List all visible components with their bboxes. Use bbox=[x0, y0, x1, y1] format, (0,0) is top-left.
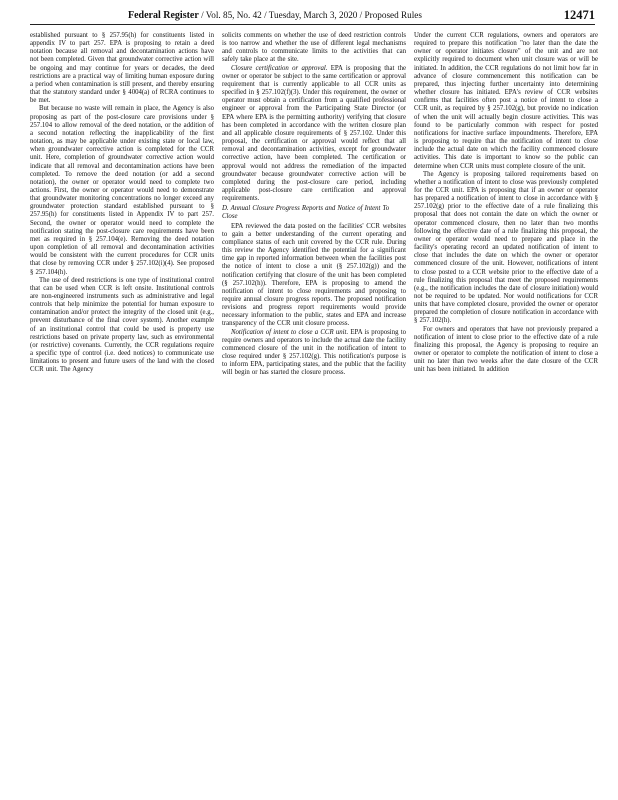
journal-name: Federal Register bbox=[128, 10, 199, 21]
column-1 bbox=[30, 32, 214, 375]
page-header bbox=[30, 8, 595, 24]
col3-paragraph-3: For owners and operators that have not previously prepared a notification of intent to close prior to the effective date of a rule finalizing this proposal, the Agency is proposing to require an owner or operator to complete the notification of intent to close a unit no later than two weeks after the date closure of the CCR unit has been initiated. In addition bbox=[414, 325, 598, 374]
col3-paragraph-2: The Agency is proposing tailored requirements based on whether a notification of intent to close was previously completed for the CCR unit. EPA is proposing that if an owner or operator has prepared a notification of intent to close in accordance with § 257.102(g) prior to the effective date of a rule finalizing this proposal that does not contain the date on which the owner or operator commenced closure, then no later than two months following the effective date of a rule finalizing this proposal, the owner or operator would need to prepare and place in the facility's operating record an updated notification of intent to close that includes the date on which the owner or operator commenced closure of the unit. However, notifications of intent to close posted to a CCR website prior to the effective date of a rule finalizing this proposal that meet the proposed requirements (e.g., the notification includes the date of closure initiation) would not be required to be updated. Nor would notifications for CCR units that have completed closure, provided the owner or operator prepared the completion of closure notification in accordance with § 257.102(h). bbox=[414, 170, 599, 325]
col2-paragraph-2 bbox=[222, 65, 406, 204]
col1-paragraph-3: The use of deed restrictions is one type of institutional control that can be used when CCR is left onsite. Institutional controls are non-engineered instruments such as administrative and legal controls that help minimize the potential for human exposure to contamination and/or protect the integrity of the closed unit (e.g., prevent disturbance of the final cover system). Another example of an institutional control that could be used is property use restrictions based on private property law, such as environmental (or restrictive) covenants. Currently, the CCR regulations require a specific type of control (i.e. deed notices) to communicate use limitations to present and future users of the land with the closed CCR unit. The Agency bbox=[30, 276, 214, 374]
column-2 bbox=[222, 32, 406, 378]
col1-paragraph-1: established pursuant to § 257.95(h) for constituents listed in appendix IV to part 257. EPA is proposing to retain a deed notation because all removal and decontamination actions have not been completed. Given that groundwater corrective action will be ongoing and may continue for years or decades, the deed restrictions are a practical way of limiting human exposure during a period when contamination is still present, and thereby ensuring that the statutory standard under § 4004(a) of RCRA continues to be met. bbox=[30, 32, 214, 105]
header-rule bbox=[30, 24, 595, 25]
col2-paragraph-3: EPA reviewed the data posted on the facilities' CCR websites to gain a better understanding of the current operating and compliance status of each unit covered by the CCR rule. During this review the Agency identified the potential for a significant time gap in reported information between when the facilities post the notice of intent to close a unit (§ 257.102(g)) and the notification certifying that closure of the unit has been completed (§ 257.102(h)). Therefore, EPA is proposing to amend the notification of intent to close requirements and proposing to require annual closure progress reports. The proposed notification revisions and progress report requirements would provide necessary information to the public, states and EPA and increase transparency of the CCR unit closure process. bbox=[222, 222, 406, 328]
col2-paragraph-2-text: EPA is proposing that the owner or operator be subject to the same certification or approval requirement that is currently applicable to all CCR units as specified in § 257.102(f)(3). Under this requirement, the owner or operator must obtain a certification from a qualified professional engineer or approval from the Participating State Director (or EPA where EPA is the permitting authority) verifying that closure has been completed in accordance with the written closure plan and all applicable closure requirements of § 257.102. Under this proposal, the certification or approval would reflect that all removal and decontamination activities, except for groundwater corrective action, have been completed. The certification or approval would not address the remediation of the impacted groundwater because groundwater corrective action will be completed during the post-closure care period, including applicable post-closure care certification and approval requirements. bbox=[222, 64, 406, 203]
col2-paragraph-4 bbox=[222, 329, 406, 378]
notification-intent-heading: Notification of intent to close a CCR unit. bbox=[231, 328, 349, 336]
closure-certification-heading: Closure certification or approval. bbox=[231, 64, 328, 72]
col2-paragraph-1: solicits comments on whether the use of deed restriction controls is too narrow and whether the use of different legal mechanisms and controls to communicate limits to the activities that can safely take place at the site. bbox=[222, 32, 406, 64]
header-left bbox=[128, 10, 422, 21]
col1-paragraph-2: But because no waste will remain in place, the Agency is also proposing as part of the post-closure care provisions under § 257.104 to allow removal of the deed notation, or the addition of a second notation reflecting the inapplicability of the first notation, as may be applicable under existing state or local law, when groundwater corrective action is completed for the CCR unit. Here, completion of groundwater corrective action would indicate that all removal and decontamination actions have been completed. To remove the deed notation (or add a second notation), the owner or operator would need to complete two actions. First, the owner or operator would need to demonstrate that groundwater monitoring concentrations no longer exceed any groundwater protection standard established pursuant to § 257.95(h) for constituents listed in Appendix IV to part 257. Second, the owner or operator would need to complete the notification stating the post-closure care requirements have been met as required in § 257.104(e). Removing the deed notation upon completion of all removal and decontamination activities would be consistent with the current procedures for CCR units that close by removing CCR under § 257.102(i)(4). See proposed § 257.104(h). bbox=[30, 105, 214, 276]
section-heading-d: D. Annual Closure Progress Reports and Notice of Intent To Close bbox=[222, 205, 390, 221]
issue-info: / Vol. 85, No. 42 / Tuesday, March 3, 2020 / Proposed Rules bbox=[201, 10, 422, 20]
col3-paragraph-1: Under the current CCR regulations, owners and operators are required to prepare this notification "no later than the date the owner or operator initiates closure" of the unit and are not explicitly required to document when unit closure was or will be initiated. In addition, the CCR regulations do not limit how far in advance of closure commencement this notification can be prepared, thus injecting further uncertainty into determining whether closure has initiated. EPA's review of CCR websites confirms that facilities often post a notice of intent to close a CCR unit, as required by § 257.102(g), but provide no indication of when the unit will actually begin closure activities. This was found to be particularly common with respect for posted notifications for inactive surface impoundments. Therefore, EPA is proposing to require that the notification of intent to close include the actual date on which the facility commenced closure activities. This date is important to know so the public can determine when CCR units must complete closure of the unit. bbox=[414, 32, 598, 170]
page-number: 12471 bbox=[563, 8, 595, 22]
column-3 bbox=[414, 32, 598, 375]
col2-paragraph-4-text: EPA is proposing to require owners and operators to include the actual date the facility commenced closure of the unit in the notification of intent to close required under § 257.102(g). This notification's purpose is to inform EPA, participating states, and the public that the facility will begin or has started the closure process. bbox=[222, 328, 407, 377]
